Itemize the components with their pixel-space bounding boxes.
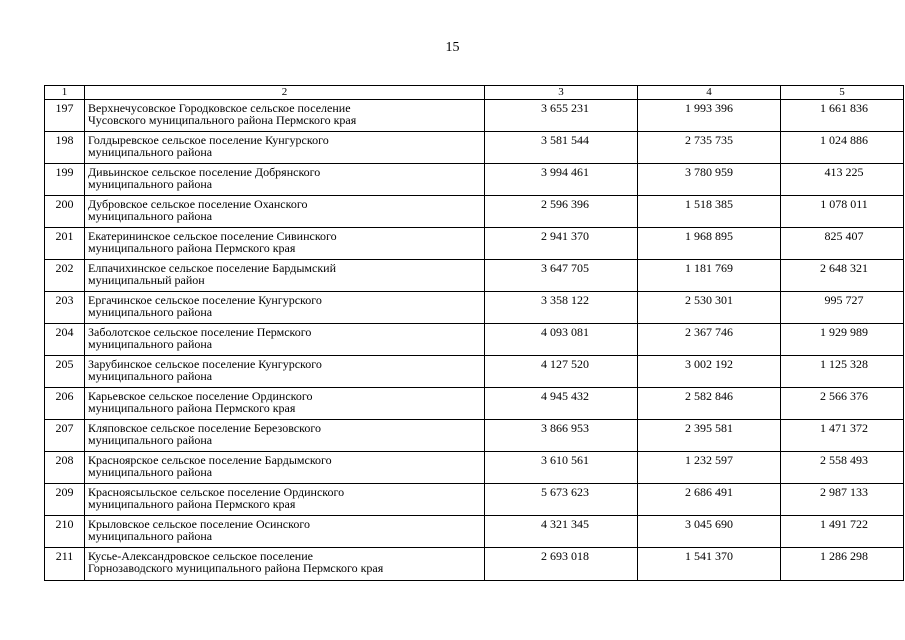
value-col3: 3 647 705 (485, 260, 638, 292)
value-col3: 3 581 544 (485, 132, 638, 164)
table-row (45, 484, 904, 516)
data-table (44, 85, 904, 581)
settlement-name-line: Ергачинское сельское поселение Кунгурского (88, 293, 322, 307)
settlement-name-line: Красноясыльское сельское поселение Ординского (88, 485, 345, 499)
value-col3: 3 866 953 (485, 420, 638, 452)
table-row (45, 516, 904, 548)
settlement-name-cell (85, 548, 485, 581)
settlement-name-line: муниципального района (88, 529, 213, 543)
value-col3: 4 945 432 (485, 388, 638, 420)
header-row (45, 86, 904, 100)
value-col5: 995 727 (781, 292, 904, 324)
column-header: 4 (638, 86, 781, 100)
value-col3: 2 596 396 (485, 196, 638, 228)
settlement-name-line: Зарубинское сельское поселение Кунгурского (88, 357, 322, 371)
table-row (45, 420, 904, 452)
value-col5: 1 471 372 (781, 420, 904, 452)
settlement-name-line: Крыловское сельское поселение Осинского (88, 517, 310, 531)
value-col3: 4 321 345 (485, 516, 638, 548)
value-col5: 1 125 328 (781, 356, 904, 388)
settlement-name-line: Чусовского муниципального района Пермского края (88, 113, 357, 127)
value-col4: 1 518 385 (638, 196, 781, 228)
value-col4: 2 582 846 (638, 388, 781, 420)
value-col5: 2 648 321 (781, 260, 904, 292)
settlement-name-line: муниципального района (88, 305, 213, 319)
table-row (45, 324, 904, 356)
value-col4: 2 686 491 (638, 484, 781, 516)
settlement-name-line: Заболотское сельское поселение Пермского (88, 325, 312, 339)
value-col4: 1 181 769 (638, 260, 781, 292)
settlement-name-line: Голдыревское сельское поселение Кунгурского (88, 133, 329, 147)
column-header: 5 (781, 86, 904, 100)
row-number: 198 (45, 132, 85, 164)
table-body (45, 100, 904, 581)
table-row (45, 196, 904, 228)
settlement-name-cell (85, 484, 485, 516)
table-row (45, 548, 904, 581)
row-number: 209 (45, 484, 85, 516)
settlement-name-cell (85, 388, 485, 420)
value-col3: 4 093 081 (485, 324, 638, 356)
value-col4: 1 541 370 (638, 548, 781, 581)
value-col5: 2 987 133 (781, 484, 904, 516)
table-row (45, 292, 904, 324)
value-col5: 825 407 (781, 228, 904, 260)
table-row (45, 100, 904, 132)
settlement-name-cell (85, 132, 485, 164)
settlement-name-line: Дивьинское сельское поселение Добрянского (88, 165, 321, 179)
row-number: 197 (45, 100, 85, 132)
value-col3: 3 655 231 (485, 100, 638, 132)
row-number: 201 (45, 228, 85, 260)
value-col4: 2 735 735 (638, 132, 781, 164)
settlement-name-line: Горнозаводского муниципального района Пермского края (88, 561, 384, 575)
settlement-name-line: муниципального района (88, 433, 213, 447)
value-col4: 2 530 301 (638, 292, 781, 324)
row-number: 211 (45, 548, 85, 581)
row-number: 199 (45, 164, 85, 196)
settlement-name-cell (85, 292, 485, 324)
value-col4: 1 232 597 (638, 452, 781, 484)
settlement-name-line: муниципального района (88, 177, 213, 191)
value-col5: 1 929 989 (781, 324, 904, 356)
settlement-name-line: Кусье-Александровское сельское поселение (88, 549, 313, 563)
settlement-name-line: Екатерининское сельское поселение Сивинского (88, 229, 337, 243)
settlement-name-line: муниципальный район (88, 273, 205, 287)
value-col4: 1 993 396 (638, 100, 781, 132)
settlement-name-line: муниципального района (88, 145, 213, 159)
page-number: 15 (445, 40, 460, 55)
value-col5: 2 566 376 (781, 388, 904, 420)
column-header: 3 (485, 86, 638, 100)
settlement-name-line: Верхнечусовское Городковское сельское поселение (88, 101, 351, 115)
settlement-name-line: муниципального района Пермского края (88, 497, 296, 511)
settlement-name-line: Дубровское сельское поселение Оханского (88, 197, 308, 211)
settlement-name-cell (85, 164, 485, 196)
table-row (45, 452, 904, 484)
settlement-name-cell (85, 260, 485, 292)
table-row (45, 356, 904, 388)
row-number: 210 (45, 516, 85, 548)
value-col3: 3 994 461 (485, 164, 638, 196)
value-col5: 413 225 (781, 164, 904, 196)
value-col3: 3 610 561 (485, 452, 638, 484)
table-row (45, 228, 904, 260)
value-col5: 1 078 011 (781, 196, 904, 228)
table-row (45, 260, 904, 292)
value-col4: 3 002 192 (638, 356, 781, 388)
value-col3: 5 673 623 (485, 484, 638, 516)
settlement-name-line: муниципального района Пермского края (88, 241, 296, 255)
settlement-name-cell (85, 324, 485, 356)
row-number: 204 (45, 324, 85, 356)
settlement-name-cell (85, 452, 485, 484)
value-col5: 1 024 886 (781, 132, 904, 164)
table-row (45, 164, 904, 196)
row-number: 207 (45, 420, 85, 452)
settlement-name-cell (85, 228, 485, 260)
row-number: 208 (45, 452, 85, 484)
settlement-name-cell (85, 196, 485, 228)
settlement-name-cell (85, 420, 485, 452)
row-number: 202 (45, 260, 85, 292)
settlement-name-cell (85, 516, 485, 548)
settlement-name-cell (85, 100, 485, 132)
value-col4: 3 780 959 (638, 164, 781, 196)
value-col4: 1 968 895 (638, 228, 781, 260)
settlement-name-line: муниципального района (88, 209, 213, 223)
table-row (45, 388, 904, 420)
row-number: 206 (45, 388, 85, 420)
table-row (45, 132, 904, 164)
settlement-name-line: Красноярское сельское поселение Бардымского (88, 453, 332, 467)
value-col4: 2 367 746 (638, 324, 781, 356)
row-number: 203 (45, 292, 85, 324)
value-col3: 2 693 018 (485, 548, 638, 581)
settlement-name-cell (85, 356, 485, 388)
column-header: 2 (85, 86, 485, 100)
settlement-name-line: Карьевское сельское поселение Ординского (88, 389, 313, 403)
settlement-name-line: Кляповское сельское поселение Березовского (88, 421, 321, 435)
row-number: 205 (45, 356, 85, 388)
row-number: 200 (45, 196, 85, 228)
settlement-name-line: муниципального района (88, 337, 213, 351)
value-col4: 2 395 581 (638, 420, 781, 452)
value-col3: 4 127 520 (485, 356, 638, 388)
value-col3: 2 941 370 (485, 228, 638, 260)
settlement-name-line: муниципального района (88, 465, 213, 479)
settlement-name-line: Елпачихинское сельское поселение Бардымский (88, 261, 337, 275)
settlement-name-line: муниципального района Пермского края (88, 401, 296, 415)
settlement-name-line: муниципального района (88, 369, 213, 383)
value-col3: 3 358 122 (485, 292, 638, 324)
column-header: 1 (45, 86, 85, 100)
value-col5: 1 491 722 (781, 516, 904, 548)
value-col5: 1 661 836 (781, 100, 904, 132)
value-col5: 1 286 298 (781, 548, 904, 581)
value-col5: 2 558 493 (781, 452, 904, 484)
value-col4: 3 045 690 (638, 516, 781, 548)
